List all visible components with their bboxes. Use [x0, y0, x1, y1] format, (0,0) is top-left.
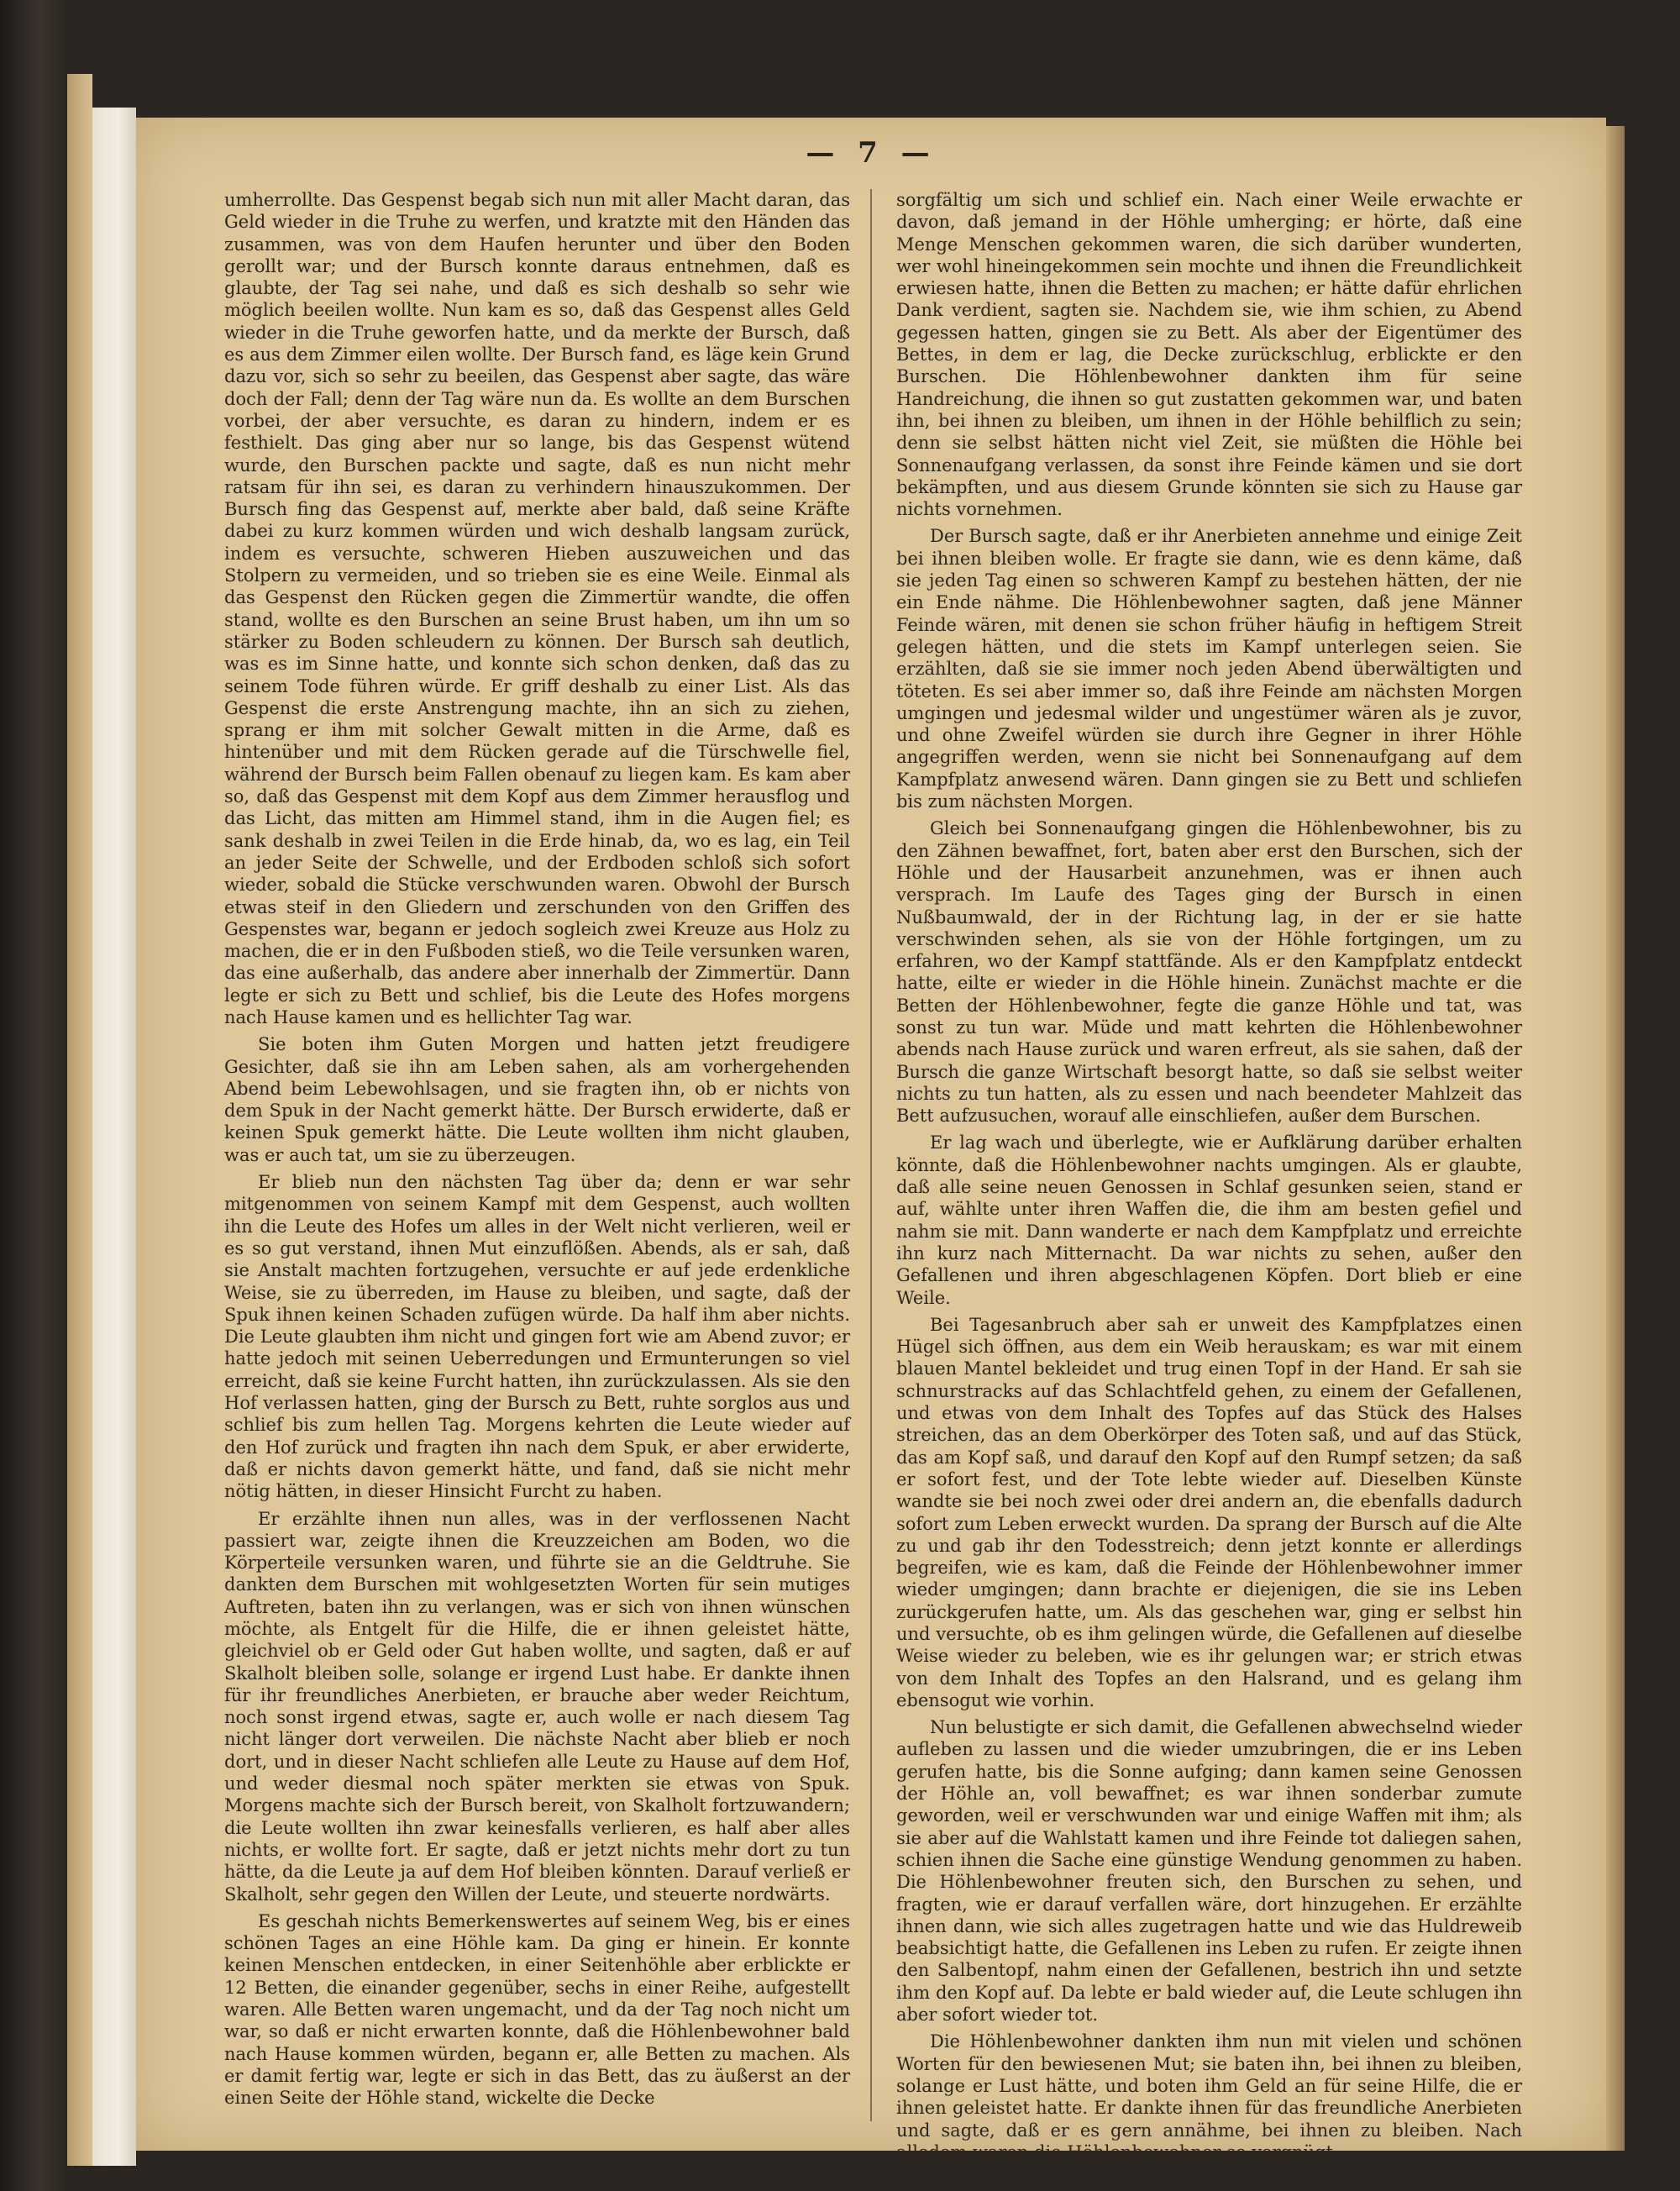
- paragraph: sorgfältig um sich und schlief ein. Nach einer Weile erwachte er davon, daß jemand in der Höhle umherging; er hörte, daß eine Menge Menschen gekommen waren, die sich darüber wunderten, wer wohl hineingekommen sein mochte und ihnen die Freundlichkeit erwiesen hatte, ihnen die Betten zu machen; er hätte dafür ehrlichen Dank verdient, sagten sie. Nachdem sie, wie ihm schien, zu Abend gegessen hatten, gingen sie zu Bett. Als aber der Eigentümer des Bettes, in dem er lag, die Decke zurückschlug, erblickte er den Burschen. Die Höhlenbewohner dankten ihm für seine Handreichung, die ihnen so gut zustatten gekommen war, und baten ihn, bei ihnen zu bleiben, um ihnen in der Höhle behilflich zu sein; denn sie selbst hätten nicht viel Zeit, sie müßten die Höhle bei Sonnenaufgang verlassen, da sonst ihre Feinde kämen und sie dort bekämpften, und aus diesem Grunde könnten sie sich zu Hause gar nichts vornehmen.: [896, 190, 1522, 520]
- paragraph: Sie boten ihm Guten Morgen und hatten jetzt freudigere Gesichter, daß sie ihn am Leben sahen, als am vorhergehenden Abend beim Lebewohlsagen, und sie fragten ihn, ob er nichts von dem Spuk in der Nacht gemerkt hätte. Der Bursch erwiderte, daß er keinen Spuk gemerkt hätte. Die Leute wollten ihm nicht glauben, was er auch tat, um sie zu überzeugen.: [224, 1034, 850, 1165]
- paragraph: Er blieb nun den nächsten Tag über da; denn er war sehr mitgenommen von seinem Kampf mit dem Gespenst, auch wollten ihn die Leute des Hofes um alles in der Welt nicht verlieren, weil er es so gut verstand, ihnen Mut einzuflößen. Abends, als er sah, daß sie Anstalt machten fortzugehen, versuchte er auf jede erdenkliche Weise, sie zu überreden, im Hause zu bleiben, und sagte, daß der Spuk ihnen keinen Schaden zufügen würde. Da half ihm aber nichts. Die Leute glaubten ihm nicht und gingen fort wie am Abend zuvor; er hatte jedoch mit seinen Ueberredungen und Ermunterungen so viel erreicht, daß sie keine Furcht hatten, ihn zurückzulassen. Als sie den Hof verlassen hatten, ging der Bursch zu Bett, ruhte sorglos aus und schlief bis zum hellen Tag. Morgens kehrten die Leute wieder auf den Hof zurück und fragten ihn nach dem Spuk, er aber erwiderte, daß er nichts davon gemerkt hätte, und fand, daß sie nicht mehr nötig hätten, in dieser Hinsicht Furcht zu haben.: [224, 1172, 850, 1502]
- paragraph: Es geschah nichts Bemerkenswertes auf seinem Weg, bis er eines schönen Tages an eine Höhle kam. Da ging er hinein. Er konnte keinen Menschen entdecken, in einer Seitenhöhle aber erblickte er 12 Betten, die einander gegenüber, sechs in einer Reihe, aufgestellt waren. Alle Betten waren ungemacht, und da der Tag noch nicht um war, so daß er nicht erwarten konnte, daß die Höhlenbewohner bald nach Hause kommen würden, begann er, alle Betten zu machen. Als er damit fertig war, legte er sich in das Bett, das zu äußerst an der einen Seite der Höhle stand, wickelte die Decke: [224, 1910, 850, 2109]
- book-cover-edge: [0, 0, 67, 2191]
- paragraph: umherrollte. Das Gespenst begab sich nun mit aller Macht daran, das Geld wieder in die Truhe zu werfen, und kratzte mit den Händen das zusammen, was von dem Haufen herunter und über den Boden gerollt war; und der Bursch konnte daraus entnehmen, daß es glaubte, der Tag sei nahe, und daß es sich deshalb so sehr wie möglich beeilen wollte. Nun kam es so, daß das Gespenst alles Geld wieder in die Truhe geworfen hatte, und da merkte der Bursch, daß es aus dem Zimmer eilen wollte. Der Bursch fand, es läge kein Grund dazu vor, sich so sehr zu beeilen, das Gespenst aber sagte, das wäre doch der Fall; denn der Tag wäre nun da. Es wollte an dem Burschen vorbei, der aber versuchte, es daran zu hindern, indem er es festhielt. Das ging aber nur so lange, bis das Gespenst wütend wurde, den Burschen packte und sagte, daß es nun nicht mehr ratsam für ihn sei, es daran zu verhindern hinauszukommen. Der Bursch fing das Gespenst auf, merkte aber bald, daß seine Kräfte dabei zu kurz kommen würden und wich deshalb langsam zurück, indem es versuchte, schweren Hieben auszuweichen und das Stolpern zu vermeiden, und so trieben sie es eine Weile. Einmal als das Gespenst den Rücken gegen die Zimmertür wandte, die offen stand, wollte es den Burschen an seine Brust haben, um ihn um so stärker zu Boden schleudern zu können. Der Bursch sah deutlich, was es im Sinne hatte, und konnte sich schon denken, daß das zu seinem Tode führen würde. Er griff deshalb zu einer List. Als das Gespenst die erste Anstrengung machte, ihn an sich zu ziehen, sprang er ihm mit solcher Gewalt mitten in die Arme, daß es hintenüber und mit dem Rücken gerade auf die Türschwelle fiel, während der Bursch beim Fallen obenauf zu liegen kam. Es kam aber so, daß das Gespenst mit dem Kopf aus dem Zimmer herausflog und das Licht, das mitten am Himmel stand, ihm in die Augen fiel; es sank deshalb in zwei Teilen in die Erde hinab, da, wo es lag, ein Teil an jeder Seite der Schwelle, und der Erdboden schloß sich sofort wieder, sobald die Stücke verschwunden waren. Obwohl der Bursch etwas steif in den Gliedern und zerschunden von den Griffen des Gespenstes war, begann er jedoch sogleich zwei Kreuze aus Holz zu machen, die er in den Fußboden stieß, wo die Teile versunken waren, das eine außerhalb, das andere aber innerhalb der Zimmertür. Dann legte er sich zu Bett und schlief, bis die Leute des Hofes morgens nach Hause kamen und es hellichter Tag war.: [224, 190, 850, 1027]
- page-edge: [1606, 126, 1625, 2151]
- paragraph: Der Bursch sagte, daß er ihr Anerbieten annehme und einige Zeit bei ihnen bleiben wolle. Er fragte sie dann, wie es denn käme, daß sie jeden Tag einen so schweren Kampf zu bestehen hätten, der nie ein Ende nähme. Die Höhlenbewohner sagten, daß jene Männer Feinde wären, mit denen sie schon früher häufig in heftigem Streit gelegen hätten, und die stets im Kampf unterlegen seien. Sie erzählten, daß sie sie immer noch jeden Abend überwältigten und töteten. Es sei aber immer so, daß ihre Feinde am nächsten Morgen umgingen und jedesmal wilder und ungestümer wären als je zuvor, und ohne Zweifel würden sie durch ihre Gegner in ihrer Höhle angegriffen werden, wenn sie nicht bei Sonnenaufgang auf dem Kampfplatz anwesend wären. Dann gingen sie zu Bett und schliefen bis zum nächsten Morgen.: [896, 526, 1522, 812]
- left-column: [224, 189, 850, 2130]
- paragraph: Nun belustigte er sich damit, die Gefallenen abwechselnd wieder aufleben zu lassen und die wieder umzubringen, die er ins Leben gerufen hatte, bis die Sonne aufging; dann kamen seine Genossen der Höhle an, voll bewaffnet; es war ihnen sonderbar zumute geworden, weil er verschwunden war und einige Waffen mit ihm; als sie aber auf die Wahlstatt kamen und ihre Feinde tot daliegen sahen, schien ihnen die Sache eine günstige Wendung genommen zu haben. Die Höhlenbewohner freuten sich, den Burschen zu sehen, und fragten, wie er darauf verfallen wäre, dort hinzugehen. Er erzählte ihnen dann, wie sich alles zugetragen hatte und wie das Huldreweib beabsichtigt hatte, die Gefallenen ins Leben zu rufen. Er zeigte ihnen den Salbentopf, nahm einen der Gefallenen, bestrich ihn und setzte ihm den Kopf auf. Da lebte er bald wieder auf, die Leute schlugen ihn aber sofort wieder tot.: [896, 1717, 1522, 2025]
- paragraph: Gleich bei Sonnenaufgang gingen die Höhlenbewohner, bis zu den Zähnen bewaffnet, fort, baten aber erst den Burschen, sich der Höhle und der Hausarbeit anzunehmen, was er ihnen auch versprach. Im Laufe des Tages ging der Bursch in einen Nußbaumwald, der in der Richtung lag, in der er sie hatte verschwinden sehen, als sie von der Höhle fortgingen, um zu erfahren, wo der Kampf stattfände. Als er den Kampfplatz entdeckt hatte, eilte er wieder in die Höhle hinein. Zunächst machte er die Betten der Höhlenbewohner, fegte die ganze Höhle und tat, was sonst zu tun war. Müde und matt kehrten die Höhlenbewohner abends nach Hause zurück und waren erfreut, als sie sahen, daß der Bursch die ganze Wirtschaft besorgt hatte, so daß sie selbst weiter nichts zu tun hatten, als zu essen und nach beendeter Mahlzeit das Bett aufzusuchen, worauf alle einschliefen, außer dem Burschen.: [896, 818, 1522, 1127]
- right-column: [896, 189, 1522, 2162]
- paragraph: Bei Tagesanbruch aber sah er unweit des Kampfplatzes einen Hügel sich öffnen, aus dem ein Weib herauskam; es war mit einem blauen Mantel bekleidet und trug einen Topf in der Hand. Er sah sie schnurstracks auf das Schlachtfeld gehen, zu einem der Gefallenen, und etwas von dem Inhalt des Topfes auf das Stück des Halses streichen, das an dem Oberkörper des Toten saß, und auf das Stück, das am Kopf saß, und darauf den Kopf auf den Rumpf setzen; da saß er sofort fest, und der Tote lebte wieder auf. Dieselben Künste wandte sie bei noch zwei oder drei andern an, die ebenfalls dadurch sofort zum Leben erweckt wurden. Da sprang der Bursch auf die Alte zu und gab ihr den Todesstreich; denn jetzt konnte er allerdings begreifen, wie es kam, daß die Feinde der Höhlenbewohner immer wieder umgingen; dann brachte er diejenigen, die sie ins Leben zurückgerufen hatte, um. Als das geschehen war, ging er selbst hin und versuchte, ob es ihm gelingen würde, die Gefallenen auf dieselbe Weise wieder zu beleben, wie es ihr gelungen war; er strich etwas von dem Inhalt des Topfes an den Halsrand, und es gelang ihm ebensogut wie vorhin.: [896, 1314, 1522, 1710]
- column-divider: [870, 189, 872, 2121]
- book-page: [136, 118, 1606, 2162]
- paragraph: Er lag wach und überlegte, wie er Aufklärung darüber erhalten könnte, daß die Höhlenbewohner nachts umgingen. Als er glaubte, daß alle seine neuen Genossen in Schlaf gesunken seien, stand er auf, wählte unter ihren Waffen die, die ihm am besten gefiel und nahm sie mit. Dann wanderte er nach dem Kampfplatz und erreichte ihn kurz nach Mitternacht. Da war nichts zu sehen, außer den Gefallenen und ihren abgeschlagenen Köpfen. Dort blieb er eine Weile.: [896, 1132, 1522, 1308]
- page-gutter: [92, 108, 136, 2166]
- book-spine: [67, 74, 92, 2166]
- paragraph: Die Höhlenbewohner dankten ihm nun mit vielen und schönen Worten für den bewiesenen Mut; sie baten ihn, bei ihnen zu bleiben, solange er Lust hätte, und boten ihm Geld an für seine Hilfe, die er ihnen geleistet hatte. Er dankte ihnen für das freundliche Anerbieten und sagte, daß er es gern annähme, bei ihnen zu bleiben. Nach alledem waren die Höhlenbewohner so vergnügt: [896, 2031, 1522, 2162]
- paragraph: Er erzählte ihnen nun alles, was in der verflossenen Nacht passiert war, zeigte ihnen die Kreuzzeichen am Boden, wo die Körperteile versunken waren, und führte sie an die Geldtruhe. Sie dankten dem Burschen mit wohlgesetzten Worten für sein mutiges Auftreten, baten ihn zu verlangen, was er sich von ihnen wünschen möchte, als Entgelt für die Hilfe, die er ihnen geleistet hätte, gleichviel ob er Geld oder Gut haben wollte, und sagten, daß er auf Skalholt bleiben solle, solange er irgend Lust habe. Er dankte ihnen für ihr freundliches Anerbieten, er brauche aber weder Reichtum, noch sonst irgend etwas, sagte er, auch wolle er nach diesem Tag nicht länger dort verweilen. Die nächste Nacht aber blieb er noch dort, und in dieser Nacht schliefen alle Leute zu Hause auf dem Hof, und weder diesmal noch später merkten sie etwas von Spuk. Morgens machte sich der Bursch bereit, von Skalholt fortzuwandern; die Leute wollten ihn zwar keinesfalls verlieren, es half aber alles nichts, er wollte fort. Er sagte, daß er jetzt nichts mehr dort zu tun hätte, da die Leute ja auf dem Hof bleiben könnten. Darauf verließ er Skalholt, sehr gegen den Willen der Leute, und steuerte nordwärts.: [224, 1508, 850, 1905]
- page-number: — 7 —: [806, 136, 937, 170]
